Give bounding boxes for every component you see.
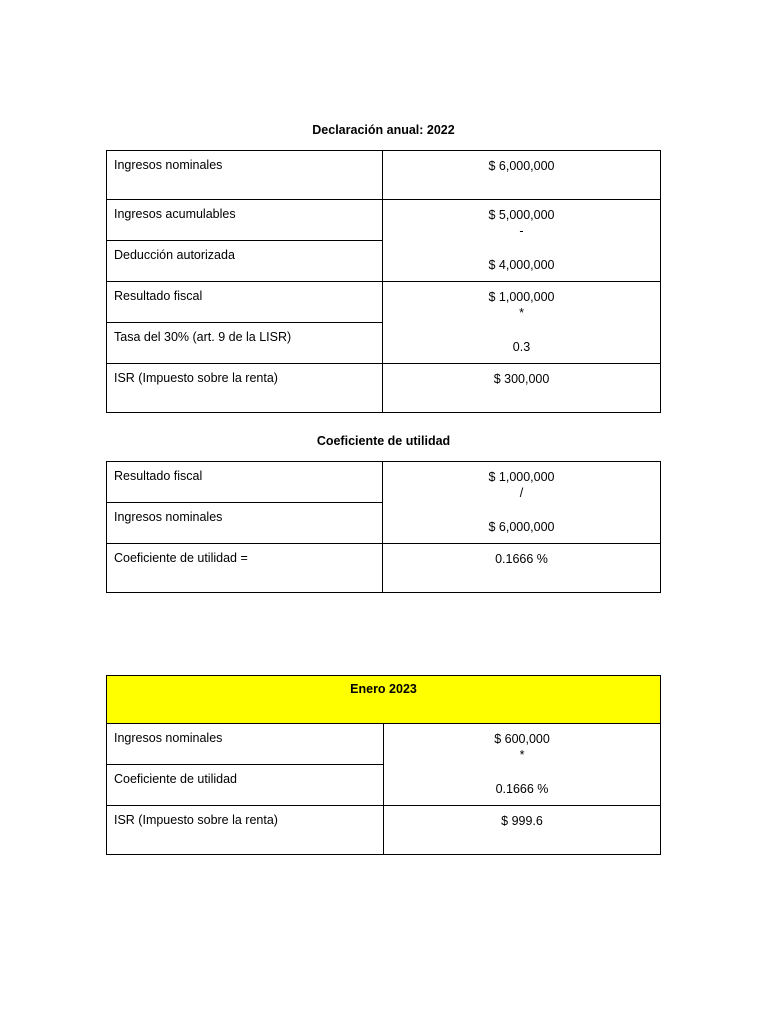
row-label: ISR (Impuesto sobre la renta): [107, 364, 383, 413]
table-row: [107, 151, 661, 200]
row-label: Ingresos acumulables: [107, 200, 383, 241]
row-label: Deducción autorizada: [107, 241, 383, 282]
value-text: 0.1666 %: [495, 552, 548, 566]
row-value: [384, 806, 661, 855]
row-value-merged: [383, 200, 661, 282]
enero-2023-table: [106, 675, 661, 855]
value-operator: *: [519, 748, 525, 762]
value-text: $ 999.6: [501, 814, 543, 828]
value-top: $ 1,000,000: [488, 470, 555, 484]
value-bottom: 0.3: [512, 340, 531, 354]
row-value-merged: [383, 462, 661, 544]
row-value: [383, 544, 661, 593]
row-label: Resultado fiscal: [107, 462, 383, 503]
coeficiente-utilidad-table: [106, 461, 661, 593]
row-label: ISR (Impuesto sobre la renta): [107, 806, 384, 855]
row-label: Ingresos nominales: [107, 724, 384, 765]
value-top: $ 1,000,000: [488, 290, 555, 304]
row-value-merged: [383, 282, 661, 364]
row-label: Tasa del 30% (art. 9 de la LISR): [107, 323, 383, 364]
value-bottom: $ 6,000,000: [488, 520, 555, 534]
table-row: [107, 364, 661, 413]
enero-2023-header: Enero 2023: [107, 676, 661, 724]
value-top: $ 5,000,000: [488, 208, 555, 222]
table-header-row: [107, 676, 661, 724]
value-operator: *: [519, 306, 524, 320]
value-text: $ 300,000: [493, 372, 550, 386]
value-text: $ 6,000,000: [488, 159, 555, 173]
section-title-coeficiente-de-utilidad: Coeficiente de utilidad: [316, 434, 451, 448]
row-label: Ingresos nominales: [107, 503, 383, 544]
declaracion-anual-table: [106, 150, 661, 413]
table-row: [107, 724, 661, 765]
row-value: [383, 364, 661, 413]
row-label: Coeficiente de utilidad =: [107, 544, 383, 593]
value-operator: /: [519, 486, 524, 500]
value-operator: -: [519, 224, 524, 238]
value-bottom: 0.1666 %: [495, 782, 549, 796]
row-label: Resultado fiscal: [107, 282, 383, 323]
value-bottom: $ 4,000,000: [488, 258, 555, 272]
row-value-merged: [384, 724, 661, 806]
row-label: Coeficiente de utilidad: [107, 765, 384, 806]
table-row: [107, 282, 661, 323]
table-row: [107, 462, 661, 503]
section-title-declaracion-anual: Declaración anual: 2022: [312, 123, 455, 137]
row-value: [383, 151, 661, 200]
value-top: $ 600,000: [494, 732, 550, 746]
table-row: [107, 200, 661, 241]
row-label: Ingresos nominales: [107, 151, 383, 200]
table-row: [107, 806, 661, 855]
table-row: [107, 544, 661, 593]
